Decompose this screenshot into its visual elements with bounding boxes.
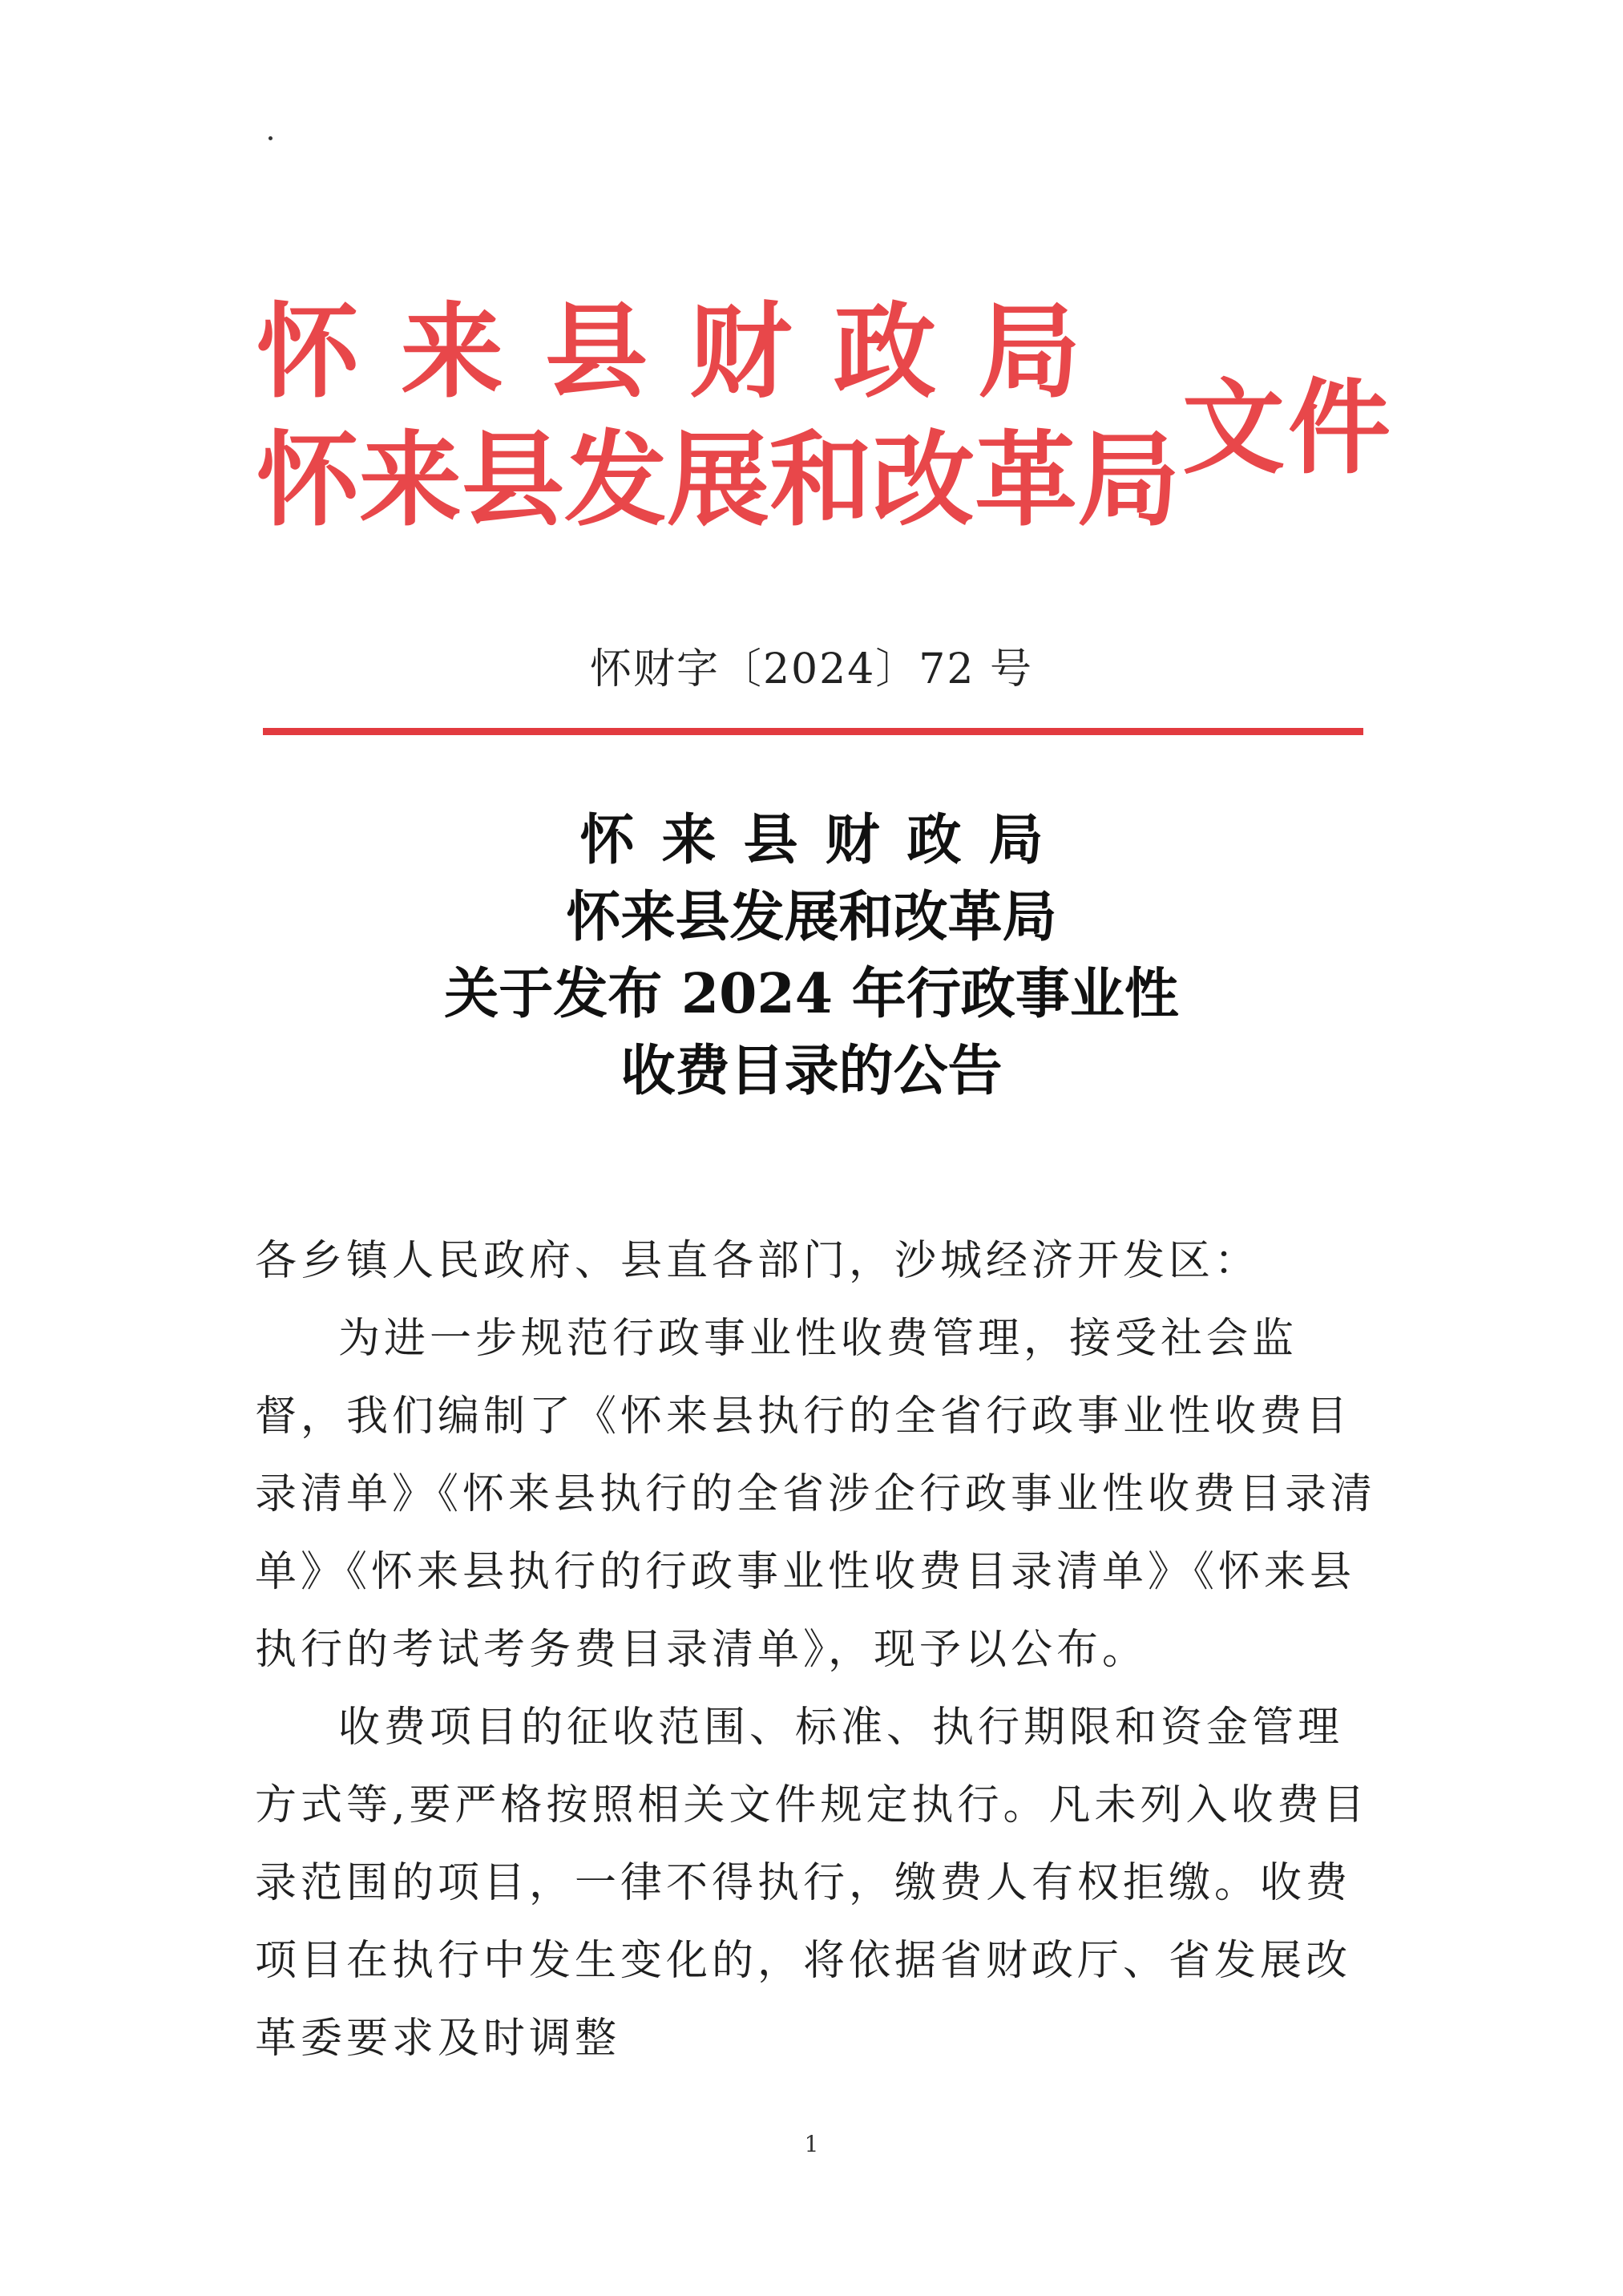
title-line-1: 怀来县财政局 bbox=[579, 808, 1071, 872]
red-masthead bbox=[256, 293, 1395, 549]
document-number: 怀财字〔2024〕72 号 bbox=[589, 645, 1034, 693]
title-line-2: 怀来县发展和改革局 bbox=[566, 885, 1057, 949]
masthead-agency-2: 怀来县发展和改革局 bbox=[256, 421, 1181, 540]
title-line-3: 关于发布 2024 年行政事业性 bbox=[444, 962, 1179, 1026]
title-line-4: 收费目录的公告 bbox=[620, 1039, 1003, 1103]
page-number: 1 bbox=[804, 2131, 819, 2157]
document-body bbox=[255, 1223, 1377, 2078]
salutation: 各乡镇人民政府、县直各部门，沙城经济开发区： bbox=[255, 1237, 1261, 1285]
document-title bbox=[0, 802, 1623, 1110]
body-paragraph-1: 为进一步规范行政事业性收费管理，接受社会监督，我们编制了《怀来县执行的全省行政事业性收费目录清单》《怀来县执行的全省涉企行政事业性收费目录清单》《怀来县执行的行政事业性收费目录清单》《怀来县执行的考试考务费目录清单》，现予以公布。 bbox=[255, 1315, 1377, 1674]
body-paragraph-2: 收费项目的征收范围、标准、执行期限和资金管理方式等,要严格按照相关文件规定执行。凡未列入收费目录范围的项目，一律不得执行，缴费人有权拒缴。收费项目在执行中发生变化的，将依据省财政厅、省发展改革委要求及时调整 bbox=[255, 1704, 1369, 2063]
masthead-agency-1: 怀来县财政局 bbox=[256, 293, 1123, 412]
masthead-suffix: 文件 bbox=[1182, 369, 1395, 488]
scan-artifact-dot bbox=[268, 136, 273, 140]
red-divider-rule bbox=[263, 728, 1363, 735]
